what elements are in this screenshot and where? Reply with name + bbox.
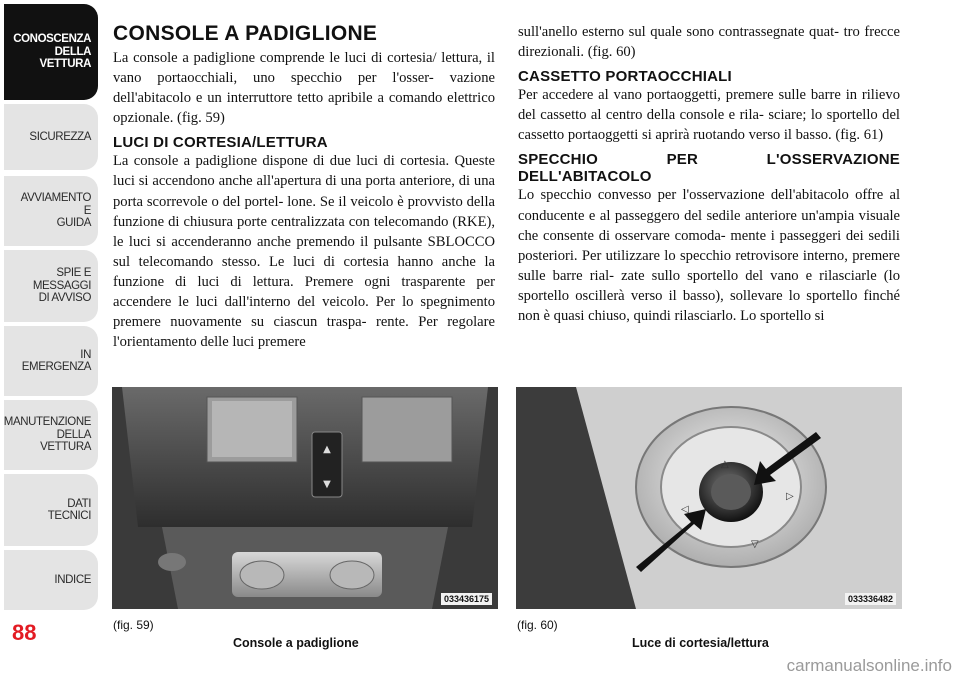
tab-label: SICUREZZA: [29, 130, 91, 143]
figure-label-60: (fig. 60): [517, 618, 558, 632]
tab-label: IN EMERGENZA: [21, 348, 91, 373]
svg-text:◁: ◁: [681, 504, 689, 515]
figure-caption-60: Luce di cortesia/lettura: [632, 636, 769, 650]
tab-sicurezza[interactable]: [4, 104, 98, 170]
section-heading-luci: LUCI DI CORTESIA/LETTURA: [113, 134, 328, 152]
cassetto-paragraph: Per accedere al vano portaoggetti, premere sulle barre in rilievo del cassetto al centro della console e rila- sciare; lo sportello del cassetto portaoggetti si aprirà ruotando verso il basso. (fig. 61): [518, 87, 900, 144]
figure-label-59: (fig. 59): [113, 618, 154, 632]
specchio-paragraph: Lo specchio convesso per l'osservazione dell'abitacolo offre al conducente e al passeggero del sedile anteriore un'ampia visuale che consente di osservare comoda- mente i passeggeri dei sedili posteriori. Per utilizzare lo specchio retrovisore interno, premere sulle barre rial- zate sullo sportello del vano e rilasciarle (lo sportello oscillerà verso il basso), sollevare lo sportello finché non è quasi chiuso, quindi rilasciarlo. Lo sportello si: [518, 187, 900, 325]
tab-conoscenza-della-vettura[interactable]: [4, 4, 98, 100]
tab-label: DATI TECNICI: [47, 497, 91, 522]
chapter-sidebar: [0, 0, 100, 678]
svg-text:▲: ▲: [323, 444, 331, 455]
page-number: 88: [12, 620, 37, 645]
figure-code: 033436175: [441, 593, 492, 605]
svg-text:▽: ▽: [751, 539, 759, 550]
continued-paragraph: sull'anello esterno sul quale sono contrassegnate quat- tro frecce direzionali. (fig. 60): [518, 24, 900, 61]
figure-code: 033336482: [845, 593, 896, 605]
courtesy-light-illustration: [516, 387, 902, 609]
figure-courtesy-light: [516, 387, 902, 609]
svg-text:▼: ▼: [323, 479, 331, 490]
tab-label: CONOSCENZA DELLA VETTURA: [13, 33, 91, 71]
tab-avviamento-e-guida[interactable]: [4, 176, 98, 246]
svg-text:△: △: [721, 459, 729, 470]
left-text-column: [113, 22, 495, 352]
tab-dati-tecnici[interactable]: [4, 474, 98, 546]
intro-paragraph: La console a padiglione comprende le luci di cortesia/ lettura, il vano portaocchiali, uno specchio per l'osser- vazione dell'abitacolo e un interruttore tetto apribile a comando elettrico opzionale. (fig. 59): [113, 50, 495, 127]
tab-label: MANUTENZIONE DELLA VETTURA: [3, 416, 91, 454]
tab-indice[interactable]: [4, 550, 98, 610]
svg-text:▷: ▷: [786, 491, 794, 502]
page-title: CONSOLE A PADIGLIONE: [113, 22, 378, 45]
tab-label: SPIE E MESSAGGI DI AVVISO: [32, 267, 91, 305]
watermark-text: carmanualsonline.info: [786, 656, 952, 675]
figure-caption-59: Console a padiglione: [233, 636, 359, 650]
section-heading-cassetto: CASSETTO PORTAOCCHIALI: [518, 68, 732, 86]
section-heading-specchio: SPECCHIO PER L'OSSERVAZIONE DELL'ABITACOLO: [518, 151, 900, 186]
tab-in-emergenza[interactable]: [4, 326, 98, 396]
tab-spie-e-messaggi[interactable]: [4, 250, 98, 322]
tab-manutenzione[interactable]: [4, 400, 98, 470]
right-text-column: [518, 22, 900, 326]
figure-overhead-console: [112, 387, 498, 609]
tab-label: INDICE: [54, 573, 91, 586]
overhead-console-illustration: [112, 387, 498, 609]
tab-label: AVVIAMENTO E GUIDA: [20, 192, 91, 230]
luci-paragraph: La console a padiglione dispone di due luci di cortesia. Queste luci si accendono anche all'apertura di una porta anteriore, di una porta scorrevole o del portel- lone. Se il veicolo è provvisto della funzione di chiusura porte centralizzata con telecomando (RKE), le luci si accenderanno anche premendo il pulsante SBLOCCO sul telecomando stesso. Le luci di cortesia hanno anche la funzione di luci di lettura. Premere ogni trasparente per accendere le luci dall'interno del veicolo. Per lo spegnimento premere nuovamente su ciascun traspa- rente. Per regolare l'orientamento delle luci premere: [113, 153, 495, 351]
